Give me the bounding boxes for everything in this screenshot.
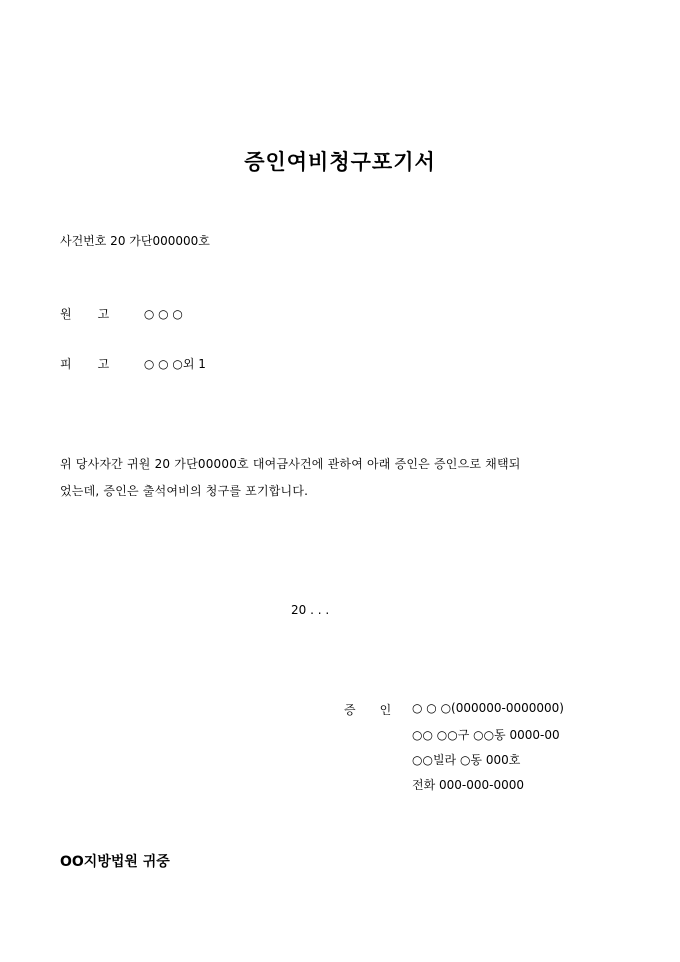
witness-address-line-2: ○○빌라 ○동 000호	[412, 753, 521, 767]
defendant-name: ○ ○ ○외 1	[143, 357, 206, 371]
witness-phone: 전화 000-000-0000	[412, 778, 525, 792]
defendant-label: 피고	[60, 357, 136, 371]
case-number: 사건번호 20 가단000000호	[60, 234, 210, 248]
witness-label: 증인	[344, 703, 416, 717]
defendant-row	[60, 355, 206, 372]
witness-name: ○ ○ ○(000000-0000000)	[412, 701, 564, 715]
court-addressee: OO지방법원 귀중	[60, 854, 170, 870]
document-title: 증인여비청구포기서	[244, 149, 436, 174]
body-text-line-1: 위 당사자간 귀원 20 가단00000호 대여금사건에 관하여 아래 증인은 증인으로 채택되	[60, 457, 521, 471]
body-text-line-2: 었는데, 증인은 출석여비의 청구를 포기합니다.	[60, 484, 309, 498]
plaintiff-name: ○ ○ ○	[143, 307, 183, 321]
plaintiff-row	[60, 305, 183, 322]
plaintiff-label: 원고	[60, 307, 136, 321]
witness-address-line-1: ○○ ○○구 ○○동 0000-00	[412, 728, 560, 742]
document-date: 20 . . .	[291, 603, 330, 617]
